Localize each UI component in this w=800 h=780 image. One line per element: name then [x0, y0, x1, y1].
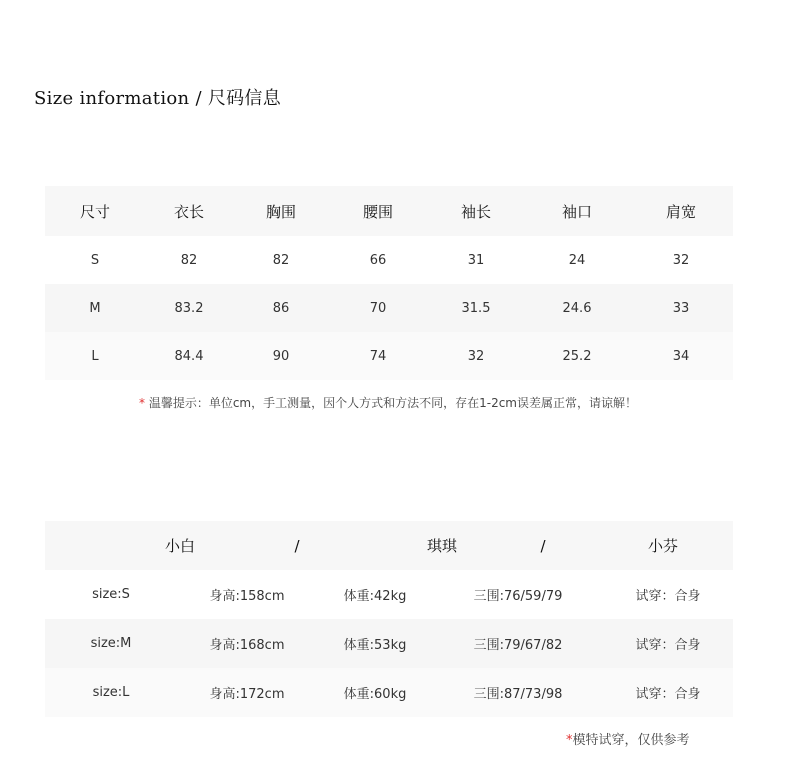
header-sleeve-length: 袖长 [460, 202, 491, 221]
table-cell: M [89, 300, 101, 316]
model-note-text: 模特试穿，仅供参考 [572, 733, 690, 748]
table-cell: 32 [672, 252, 690, 268]
model-note [566, 729, 690, 748]
model-name: 琪琪 [427, 537, 458, 555]
table-cell: 84.4 [174, 348, 204, 364]
header-length: 衣长 [173, 202, 204, 221]
header-waist: 腰围 [362, 202, 393, 221]
name-separator: / [294, 536, 300, 555]
table-cell: 体重:42kg [343, 589, 407, 604]
name-separator: / [540, 536, 546, 555]
measurement-note [139, 394, 637, 411]
table-cell: 74 [369, 348, 387, 364]
model-fitting-table [45, 521, 733, 717]
page-title: Size information / 尺码信息 [34, 88, 282, 109]
table-row [45, 332, 733, 380]
table-cell: 83.2 [174, 300, 204, 316]
table-cell: 三围:76/59/79 [473, 589, 563, 604]
table-cell: 25.2 [562, 348, 592, 364]
measurement-note-text: 温馨提示：单位cm，手工测量，因个人方式和方法不同，存在1-2cm误差属正常，请谅解！ [145, 396, 637, 410]
table-cell: 32 [467, 348, 485, 364]
table-cell: L [91, 348, 99, 364]
header-shoulder: 肩宽 [665, 202, 696, 221]
table-cell: 试穿：合身 [635, 589, 701, 604]
header-cuff: 袖口 [561, 202, 592, 221]
table-cell: 三围:87/73/98 [473, 687, 563, 702]
asterisk-mark: * [566, 733, 573, 748]
header-size: 尺寸 [79, 202, 110, 221]
table-cell: 66 [369, 252, 387, 268]
table-cell: 31 [467, 252, 485, 268]
table-cell: 体重:53kg [343, 638, 407, 653]
table-cell: 82 [180, 252, 198, 268]
table-cell: S [90, 252, 100, 268]
size-chart-table [45, 186, 733, 380]
table-cell: 身高:172cm [209, 687, 285, 702]
table-cell: 31.5 [461, 300, 491, 316]
table-cell: 24 [568, 252, 586, 268]
model-name: 小芬 [647, 537, 678, 555]
table-cell: 82 [272, 252, 290, 268]
table-row [45, 668, 733, 717]
header-chest: 胸围 [265, 202, 296, 221]
table-row [45, 570, 733, 619]
table-cell: 70 [369, 300, 387, 316]
table-cell: size:L [92, 685, 130, 700]
table-cell: size:S [92, 587, 130, 602]
table-row [45, 236, 733, 284]
table-cell: 三围:79/67/82 [473, 638, 563, 653]
table-row [45, 619, 733, 668]
table-cell: 86 [272, 300, 290, 316]
table-cell: 34 [672, 348, 690, 364]
table-row [45, 284, 733, 332]
table-cell: 身高:168cm [209, 638, 285, 653]
table-cell: 试穿：合身 [635, 638, 701, 653]
table-cell: 体重:60kg [343, 687, 407, 702]
size-table-header-row [45, 186, 733, 236]
table-cell: 90 [272, 348, 290, 364]
table-cell: size:M [90, 636, 132, 651]
asterisk-mark: * [139, 396, 145, 410]
model-names-row [45, 521, 733, 570]
model-name: 小白 [165, 537, 196, 555]
table-cell: 33 [672, 300, 690, 316]
table-cell: 身高:158cm [209, 589, 285, 604]
table-cell: 24.6 [562, 300, 592, 316]
table-cell: 试穿：合身 [635, 687, 701, 702]
